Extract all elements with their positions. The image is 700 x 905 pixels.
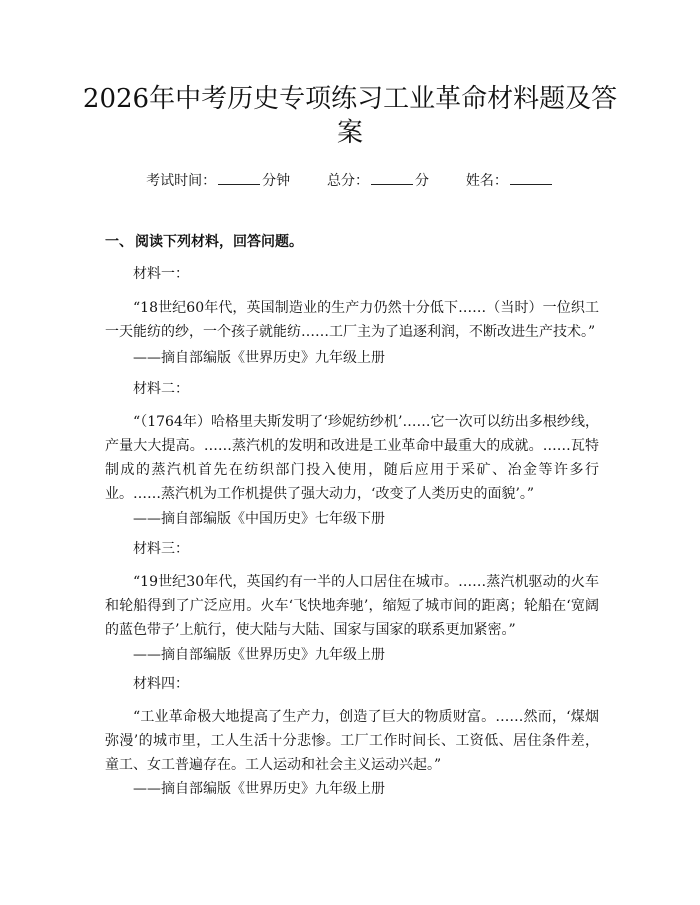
score-unit: 分 — [415, 173, 429, 189]
section-heading — [105, 232, 303, 252]
section-title: 阅读下列材料，回答问题。 — [135, 234, 303, 250]
material-1-quote: “18世纪60年代，英国制造业的生产力仍然十分低下……（当时）一位织工一天能纺的纱，一个孩子就能纺……工厂主为了追逐利润，不断改进生产技术。” — [105, 300, 599, 340]
score-blank — [371, 170, 413, 185]
time-label: 考试时间： — [146, 173, 217, 189]
material-1-label: 材料一： — [133, 266, 189, 282]
material-2-label: 材料二： — [133, 381, 189, 397]
material-2-source: ——摘自部编版《中国历史》七年级下册 — [133, 511, 385, 527]
name-label: 姓名： — [465, 173, 508, 189]
material-2-quote: “（1764年）哈格里夫斯发明了‘珍妮纺纱机’……它一次可以纺出多根纱线，产量大大提高。……蒸汽机的发明和改进是工业革命中最重大的成就。……瓦特制成的蒸汽机首先在纺织部门投入使用，随后应用于采矿、冶金等许多行业。……蒸汽机为工作机提供了强大动力，‘改变了人类历史的面貌’。” — [105, 414, 599, 502]
section-number: 一、 — [105, 234, 133, 250]
material-3-source: ——摘自部编版《世界历史》九年级上册 — [133, 647, 385, 663]
document-title: 2026年中考历史专项练习工业革命材料题及答案 — [82, 84, 618, 148]
time-blank — [218, 170, 260, 185]
exam-meta — [0, 170, 700, 191]
time-unit: 分钟 — [262, 173, 291, 189]
material-4-source: ——摘自部编版《世界历史》九年级上册 — [133, 781, 385, 797]
material-3-label: 材料三： — [133, 541, 189, 557]
score-label: 总分： — [327, 173, 369, 189]
name-blank — [510, 170, 552, 185]
material-4-label: 材料四： — [133, 676, 189, 692]
material-4-quote: “工业革命极大地提高了生产力，创造了巨大的物质财富。……然而，‘煤烟弥漫’的城市里，工人生活十分悲惨。工厂工作时间长、工资低、居住条件差，童工、女工普遍存在。工人运动和社会主义运动兴起。” — [105, 709, 599, 773]
material-3-quote: “19世纪30年代，英国约有一半的人口居住在城市。……蒸汽机驱动的火车和轮船得到了广泛应用。火车‘飞快地奔驰’，缩短了城市间的距离；轮船在‘宽阔的蓝色带子’上航行，使大陆与大陆、国家与国家的联系更加紧密。” — [105, 574, 599, 638]
material-1-source: ——摘自部编版《世界历史》九年级上册 — [133, 350, 385, 366]
